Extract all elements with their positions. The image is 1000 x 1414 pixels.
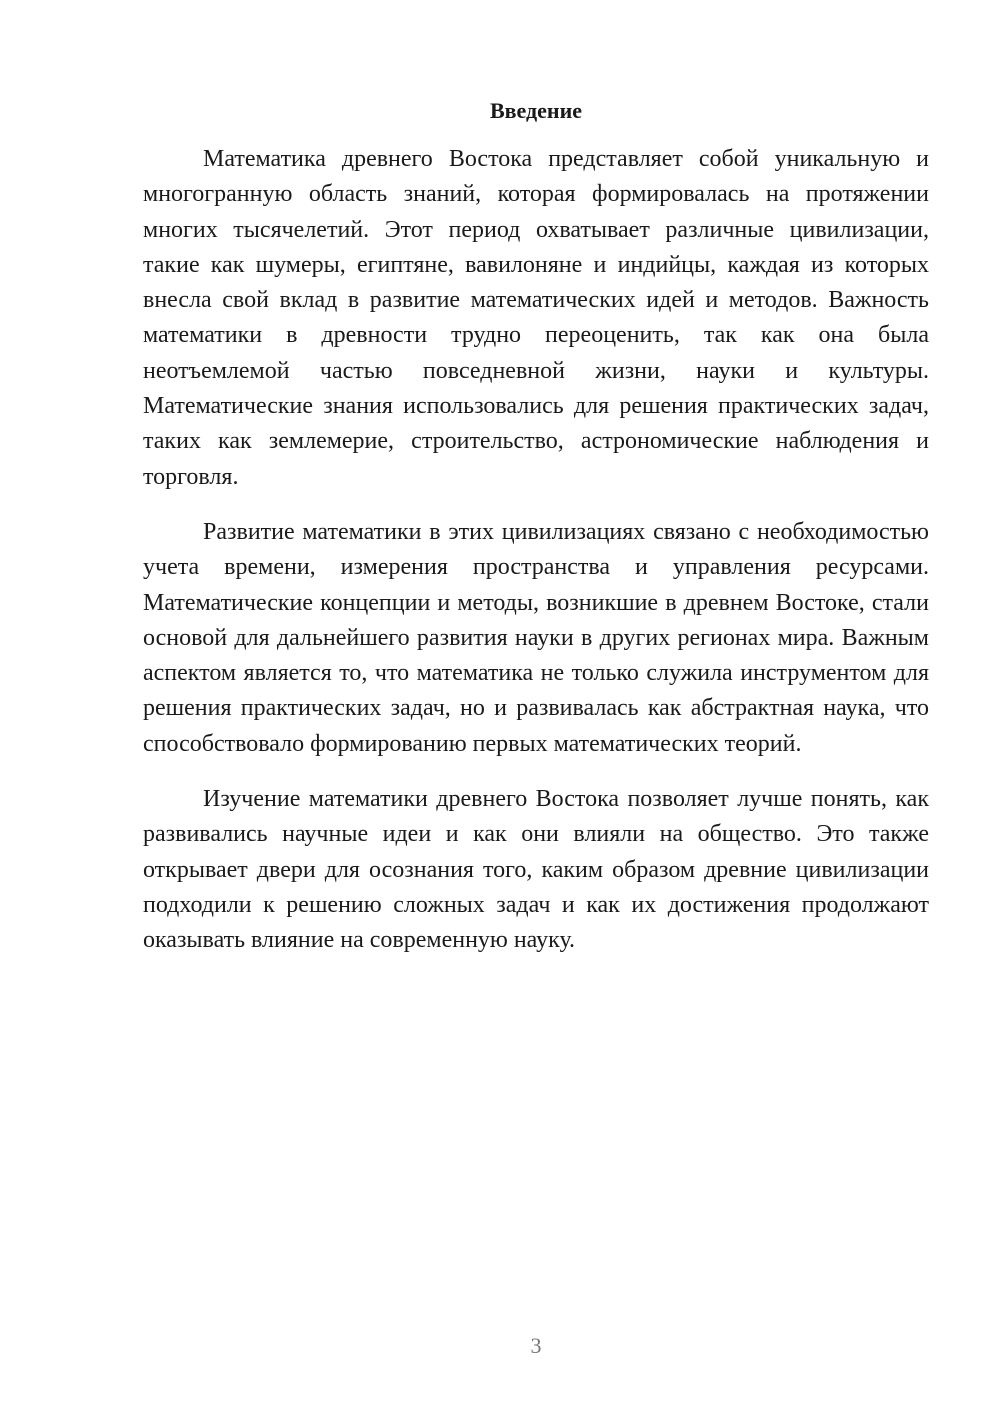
- page-number: 3: [530, 1333, 542, 1358]
- paragraph-1: Математика древнего Востока представляет собой уникальную и многогранную область знаний, которая формировалась на протяжении многих тысячелетий. Этот период охватывает различные цивилизации, такие как шумеры, египтяне, вавилоняне и индийцы, каждая из которых внесла свой вклад в развитие математических идей и методов. Важность математики в древности трудно переоценить, так как она была неотъемлемой частью повседневной жизни, науки и культуры. Математические знания использовались для решения практических задач, таких как землемерие, строительство, астрономические наблюдения и торговля.: [143, 146, 929, 490]
- paragraph-2: Развитие математики в этих цивилизациях связано с необходимостью учета времени, измерения пространства и управления ресурсами. Математические концепции и методы, возникшие в древнем Востоке, стали основой для дальнейшего развития науки в других регионах мира. Важным аспектом является то, что математика не только служила инструментом для решения практических задач, но и развивалась как абстрактная наука, что способствовало формированию первых математических теорий.: [143, 518, 929, 757]
- body-text: [143, 142, 929, 979]
- paragraph-3: Изучение математики древнего Востока позволяет лучше понять, как развивались научные идеи и как они влияли на общество. Это также открывает двери для осознания того, каким образом древние цивилизации подходили к решению сложных задач и как их достижения продолжают оказывать влияние на современную науку.: [143, 786, 929, 954]
- section-heading: Введение: [489, 98, 583, 123]
